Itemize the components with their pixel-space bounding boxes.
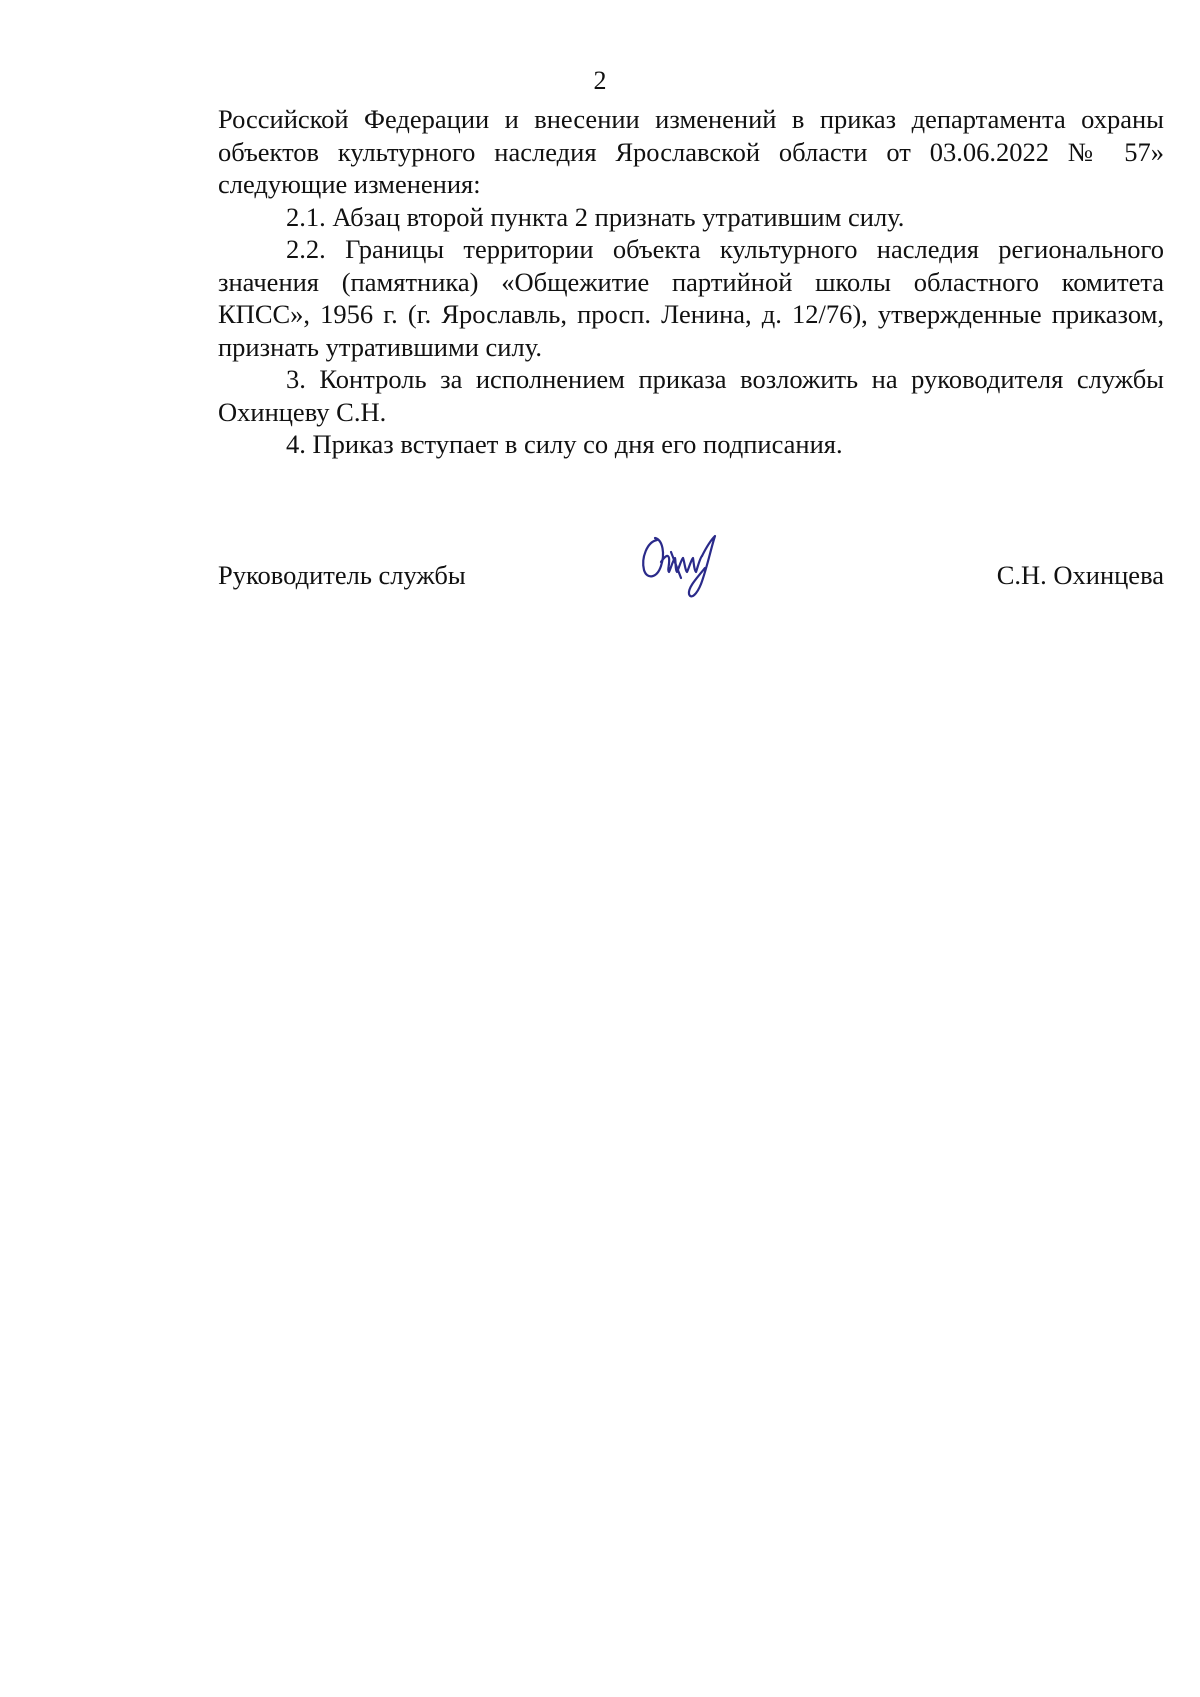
paragraph-item-3: 3. Контроль за исполнением приказа возложить на руководителя службы Охинцеву С.Н.	[218, 364, 1164, 427]
signatory-name: С.Н. Охинцева	[996, 560, 1164, 590]
signatory-title: Руководитель службы	[218, 560, 466, 590]
handwritten-signature	[635, 528, 755, 618]
paragraph-item-2-2: 2.2. Границы территории объекта культурного наследия регионального значения (памятника) «Общежитие партийной школы областного комитета КПСС», 1956 г. (г. Ярославль, просп. Ленина, д. 12/76), утвержденные приказом, признать утратившими силу.	[218, 234, 1164, 362]
paragraph-item-4: 4. Приказ вступает в силу со дня его подписания.	[286, 429, 843, 459]
paragraph-item-2-1: 2.1. Абзац второй пункта 2 признать утратившим силу.	[286, 201, 905, 232]
document-body	[218, 103, 1164, 461]
paragraph-continuation: Российской Федерации и внесении изменений в приказ департамента охраны объектов культурного наследия Ярославской области от 03.06.2022 № 57» следующие изменения:	[218, 104, 1164, 199]
page-number: 2	[593, 66, 607, 95]
